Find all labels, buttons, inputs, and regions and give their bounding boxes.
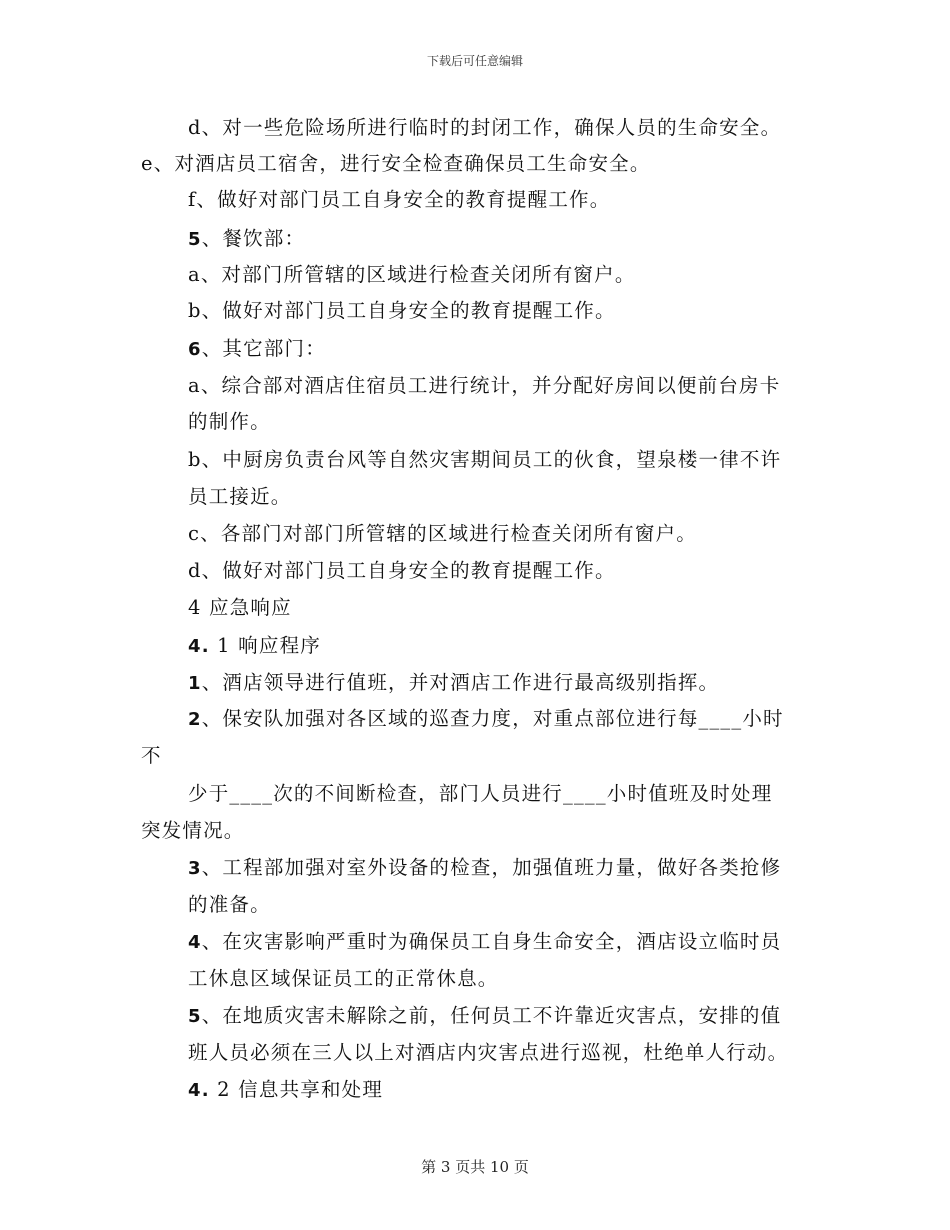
body-line [188, 374, 780, 399]
item-number: 5 [188, 1006, 202, 1027]
line-text: 、保安队加强对各区域的巡查力度，对重点部位进行每____小时 [201, 707, 784, 730]
line-text: 、工程部加强对室外设备的检查，加强值班力量，做好各类抢修 [201, 856, 782, 879]
body-line [188, 707, 784, 732]
body-line [188, 485, 292, 510]
body-line [188, 448, 781, 473]
line-text: 、在地质灾害未解除之前，任何员工不许靠近灾害点，安排的值 [201, 1004, 782, 1027]
line-text: 2 信息共享和处理 [209, 1078, 384, 1101]
line-text: 4 应急响应 [188, 596, 292, 619]
body-line [188, 596, 292, 621]
line-text: 突发情况。 [141, 819, 245, 842]
body-line [141, 152, 651, 177]
line-text: c、各部门对部门所管辖的区域进行检查关闭所有窗户。 [188, 522, 697, 545]
line-text: 、餐饮部： [201, 227, 306, 250]
item-number: 5 [188, 229, 202, 250]
line-text: 工休息区域保证员工的正常休息。 [188, 967, 499, 990]
body-line [188, 634, 321, 659]
line-text: a、对部门所管辖的区域进行检查关闭所有窗户。 [188, 263, 636, 286]
item-number: 3 [188, 858, 202, 879]
line-text: f、做好对部门员工自身安全的教育提醒工作。 [188, 188, 611, 211]
body-line [188, 299, 616, 324]
body-line [188, 1004, 781, 1029]
item-number: 2 [188, 709, 202, 730]
body-line [141, 819, 245, 844]
line-text: 、其它部门： [201, 337, 326, 360]
line-text: d、对一些危险场所进行临时的封闭工作，确保人员的生命安全。 [188, 116, 782, 139]
line-text: b、中厨房负责台风等自然灾害期间员工的伙食，望泉楼一律不许 [188, 448, 782, 471]
item-number: 4 [188, 932, 202, 953]
line-text: 不 [141, 744, 162, 767]
line-text: e、对酒店员工宿舍，进行安全检查确保员工生命安全。 [141, 152, 651, 175]
line-text: 、在灾害影响严重时为确保员工自身生命安全，酒店设立临时员 [201, 930, 782, 953]
line-text: 1 响应程序 [209, 634, 321, 657]
body-line [188, 522, 697, 547]
body-line [188, 782, 772, 807]
body-line [188, 410, 271, 435]
body-line [188, 1041, 788, 1066]
line-text: 员工接近。 [188, 485, 292, 508]
body-line [188, 930, 781, 955]
item-number: 1 [188, 673, 202, 694]
line-text: 的准备。 [188, 893, 271, 916]
body-line [188, 671, 719, 696]
line-text: a、综合部对酒店住宿员工进行统计，并分配好房间以便前台房卡 [188, 374, 781, 397]
item-number: 6 [188, 339, 202, 360]
body-line [188, 116, 781, 141]
line-text: 、酒店领导进行值班，并对酒店工作进行最高级别指挥。 [201, 671, 720, 694]
body-line [188, 263, 636, 288]
line-text: b、做好对部门员工自身安全的教育提醒工作。 [188, 299, 616, 322]
body-line [188, 1078, 383, 1103]
line-text: 少于____次的不间断检查，部门人员进行____小时值班及时处理 [188, 782, 773, 805]
body-line [188, 188, 610, 213]
body-line [188, 559, 616, 584]
page-footer: 第 3 页共 10 页 [421, 1158, 529, 1176]
body-line [188, 967, 499, 992]
body-line [188, 893, 271, 918]
body-line [188, 856, 781, 881]
page-header: 下载后可任意编辑 [426, 54, 523, 68]
body-line [188, 227, 305, 252]
item-number: 4. [188, 636, 210, 657]
item-number: 4. [188, 1080, 210, 1101]
body-line [188, 337, 326, 362]
line-text: d、做好对部门员工自身安全的教育提醒工作。 [188, 559, 616, 582]
line-text: 的制作。 [188, 410, 271, 433]
body-line [141, 744, 162, 769]
line-text: 班人员必须在三人以上对酒店内灾害点进行巡视，杜绝单人行动。 [188, 1041, 789, 1064]
